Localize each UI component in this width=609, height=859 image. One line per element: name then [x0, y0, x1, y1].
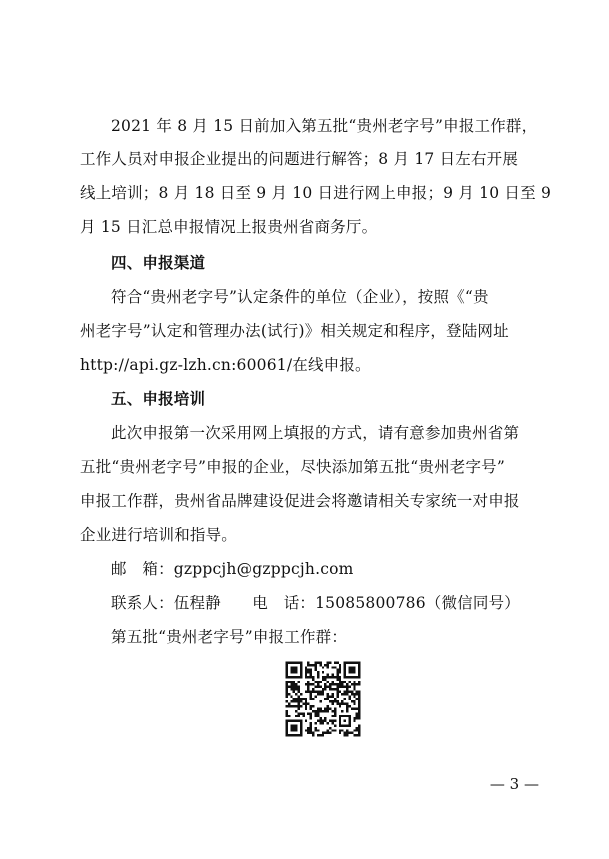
section-heading-training: 五、申报培训: [111, 390, 206, 408]
channel-line-2: 州老字号”认定和管理办法(试行)》相关规定和程序，登陆网址: [80, 322, 509, 340]
section-heading-channel: 四、申报渠道: [111, 254, 206, 272]
email-line[interactable]: 邮 箱：gzppcjh@gzppcjh.com: [111, 560, 354, 578]
channel-url-line[interactable]: http://api.gz-lzh.cn:60061/在线申报。: [80, 356, 371, 374]
work-group-label: 第五批“贵州老字号”申报工作群：: [111, 628, 348, 646]
contact-line: 联系人：伍程静 电 话：15085800786（微信同号）: [111, 594, 520, 612]
schedule-line-1: 2021 年 8 月 15 日前加入第五批“贵州老字号”申报工作群，: [111, 117, 538, 135]
page-number: — 3 —: [489, 775, 539, 793]
schedule-line-2: 工作人员对申报企业提出的问题进行解答；8 月 17 日左右开展: [80, 150, 519, 168]
qr-code-icon[interactable]: [283, 659, 363, 739]
training-line-1: 此次申报第一次采用网上填报的方式，请有意参加贵州省第: [111, 424, 520, 442]
schedule-line-3: 线上培训；8 月 18 日至 9 月 10 日进行网上申报；9 月 10 日至 9: [80, 184, 552, 202]
training-line-2: 五批“贵州老字号”申报的企业，尽快添加第五批“贵州老字号”: [80, 458, 505, 476]
training-line-3: 申报工作群，贵州省品牌建设促进会将邀请相关专家统一对申报: [80, 492, 520, 510]
training-line-4: 企业进行培训和指导。: [80, 526, 238, 544]
schedule-line-4: 月 15 日汇总申报情况上报贵州省商务厅。: [80, 218, 378, 236]
channel-line-1: 符合“贵州老字号”认定条件的单位（企业），按照《“贵: [111, 288, 489, 306]
